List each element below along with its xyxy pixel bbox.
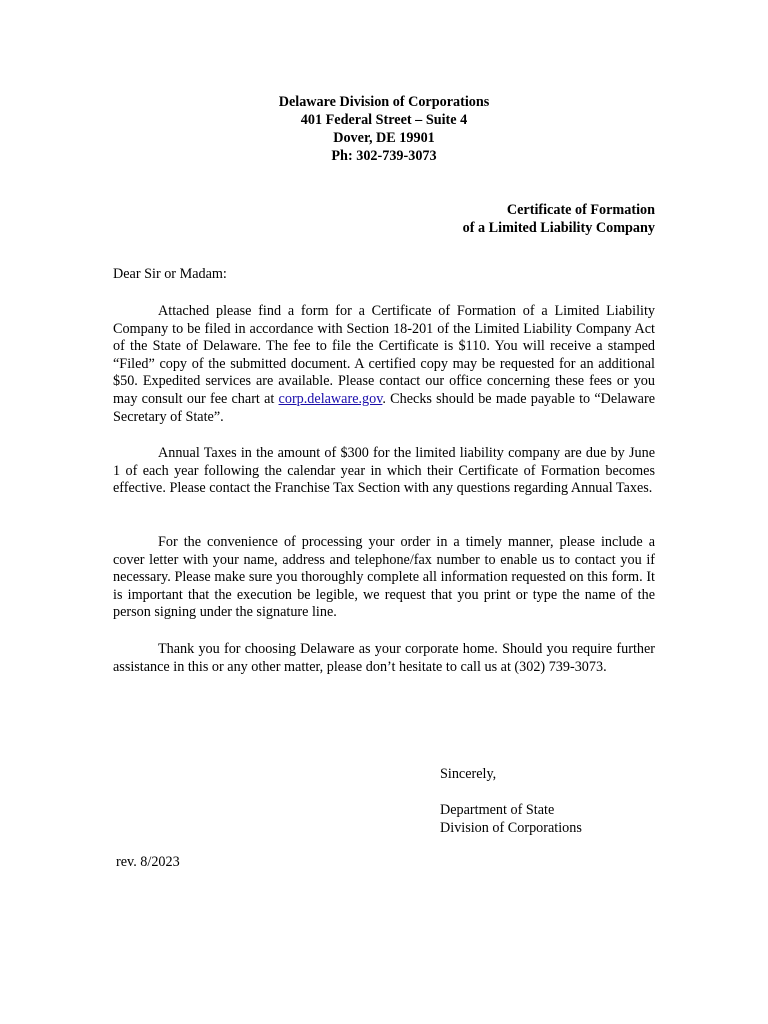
letterhead bbox=[0, 93, 768, 165]
street-address: 401 Federal Street – Suite 4 bbox=[300, 112, 468, 128]
paragraph-fees-text: Attached please find a form for a Certificate of Formation of a Limited Liability Company to be filed in accordance with Section 18-201 of the Limited Liability Company Act of the State of Delaware. The fee to file the Certificate is $110. You will receive a stamped “Filed” copy of the submitted document. A certified copy may be requested for an additional $50. Expedited services are available. Please contact our office concerning these fees or you may consult our fee chart at bbox=[113, 303, 655, 407]
closing-sincerely: Sincerely, bbox=[440, 766, 497, 782]
revision-date: rev. 8/2023 bbox=[116, 854, 180, 870]
document-title-line2: of a Limited Liability Company bbox=[462, 220, 655, 236]
paragraph-annual-taxes: Annual Taxes in the amount of $300 for the limited liability company are due by June 1 of each year following the calendar year in which their Certificate of Formation becomes effective. Please contact the Franchise Tax Section with any questions regarding Annual Taxes. bbox=[113, 445, 655, 497]
fee-chart-link[interactable]: corp.delaware.gov bbox=[278, 390, 383, 407]
salutation: Dear Sir or Madam: bbox=[113, 266, 227, 282]
paragraph-thank-you: Thank you for choosing Delaware as your corporate home. Should you require further assistance in this or any other matter, please don’t hesitate to call us at (302) 739-3073. bbox=[113, 641, 655, 675]
signature-division: Division of Corporations bbox=[440, 819, 582, 836]
org-name: Delaware Division of Corporations bbox=[278, 94, 490, 110]
phone-number: Ph: 302-739-3073 bbox=[331, 148, 437, 164]
document-title bbox=[463, 201, 655, 237]
signature-department: Department of State bbox=[440, 802, 555, 818]
paragraph-fees-text-end: . Checks should be made payable to “Delaware Secretary of State”. bbox=[113, 390, 655, 425]
signature-block bbox=[440, 802, 582, 837]
paragraph-processing: For the convenience of processing your order in a timely manner, please include a cover letter with your name, address and telephone/fax number to enable us to contact you if necessary. Please make sure you thoroughly complete all information requested on this form. It is important that the execution be legible, we request that you print or type the name of the person signing under the signature line. bbox=[113, 534, 655, 621]
paragraph-fees bbox=[113, 303, 655, 426]
document-title-line1: Certificate of Formation bbox=[506, 202, 655, 218]
city-state-zip: Dover, DE 19901 bbox=[333, 130, 435, 146]
